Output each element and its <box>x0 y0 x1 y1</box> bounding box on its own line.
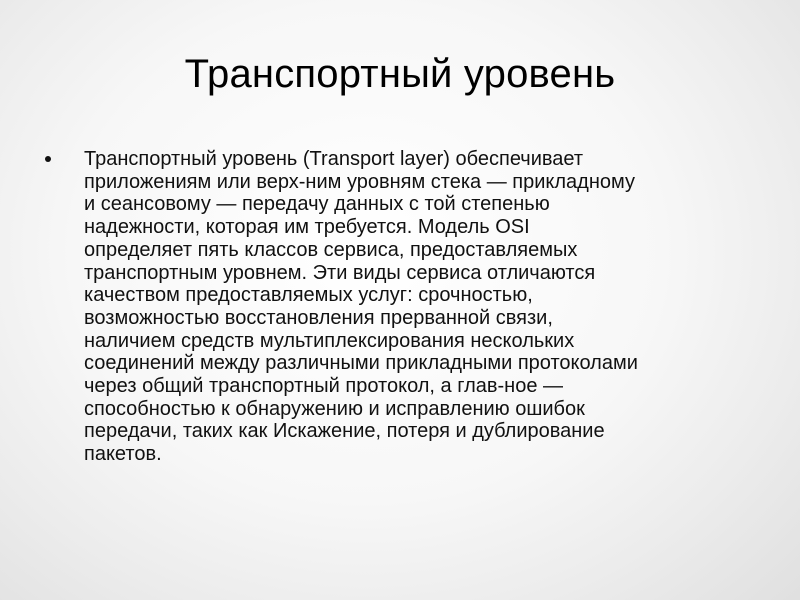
bullet-line: определяет пять классов сервиса, предоставляемых <box>84 238 578 261</box>
bullet-line: пакетов. <box>84 443 162 466</box>
slide-content <box>45 148 765 466</box>
bullet-line: соединений между различными прикладными протоколами <box>84 352 638 375</box>
bullet-line: надежности, которая им требуется. Модель OSI <box>84 216 530 239</box>
bullet-line: возможностью восстановления прерванной связи, <box>84 306 553 329</box>
bullet-line: способностью к обнаружению и исправлению ошибок <box>84 397 585 420</box>
bullet-line: наличием средств мультиплексирования нескольких <box>84 329 575 352</box>
bullet-line: качеством предоставляемых услуг: срочностью, <box>84 284 533 307</box>
slide-title: Транспортный уровень <box>184 52 616 96</box>
bullet-line: передачи, таких как Искажение, потеря и дублирование <box>84 420 605 443</box>
bullet-line: приложениям или верх-ним уровням стека — прикладному <box>84 170 635 193</box>
bullet-line: Транспортный уровень (Transport layer) обеспечивает <box>84 148 584 170</box>
bullet-line: через общий транспортный протокол, а глав-ное — <box>84 375 564 398</box>
bullet-line: и сеансовому — передачу данных с той степенью <box>84 193 550 216</box>
bullet-line: транспортным уровнем. Эти виды сервиса отличаются <box>84 261 596 284</box>
bullet-dot-icon <box>45 156 51 162</box>
bullet-item <box>45 148 765 466</box>
